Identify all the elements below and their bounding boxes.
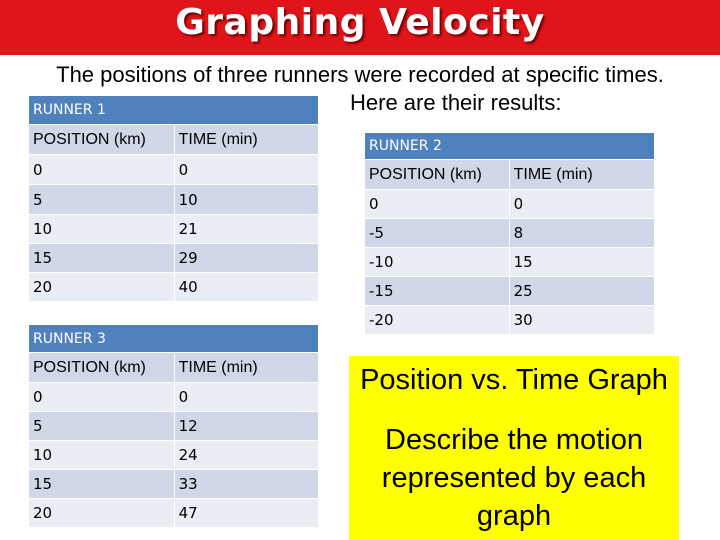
graph-label: Position vs. Time Graph bbox=[360, 364, 668, 396]
runner3-col-position: POSITION (km) bbox=[29, 353, 175, 383]
runner3-col-time: TIME (min) bbox=[174, 353, 318, 383]
table-cell: 5 bbox=[29, 412, 175, 441]
table-cell: 29 bbox=[174, 244, 318, 273]
table-cell: 8 bbox=[509, 219, 654, 248]
runner2-header: RUNNER 2 bbox=[365, 133, 655, 160]
table-cell: 0 bbox=[174, 155, 318, 185]
table-cell: 5 bbox=[29, 185, 175, 215]
table-cell: 21 bbox=[174, 215, 318, 244]
runner1-header: RUNNER 1 bbox=[29, 96, 319, 125]
table-cell: -20 bbox=[365, 306, 510, 335]
table-cell: 0 bbox=[174, 383, 318, 412]
table-cell: 0 bbox=[509, 190, 654, 219]
table-cell: 10 bbox=[29, 441, 175, 470]
runner3-table bbox=[28, 324, 319, 528]
table-cell: 15 bbox=[509, 248, 654, 277]
runner3-header: RUNNER 3 bbox=[29, 325, 319, 353]
runner1-col-time: TIME (min) bbox=[174, 125, 318, 155]
table-cell: 25 bbox=[509, 277, 654, 306]
table-cell: 10 bbox=[29, 215, 175, 244]
table-cell: -10 bbox=[365, 248, 510, 277]
table-cell: 47 bbox=[174, 499, 318, 528]
table-cell: 24 bbox=[174, 441, 318, 470]
table-cell: 15 bbox=[29, 470, 175, 499]
table-cell: 20 bbox=[29, 499, 175, 528]
table-cell: 15 bbox=[29, 244, 175, 273]
intro-line-2: Here are their results: bbox=[350, 90, 562, 115]
runner1-table bbox=[28, 95, 319, 302]
runner2-table bbox=[364, 132, 655, 335]
runner1-col-position: POSITION (km) bbox=[29, 125, 175, 155]
table-cell: 12 bbox=[174, 412, 318, 441]
intro-line-1: The positions of three runners were recorded at specific times. bbox=[56, 62, 664, 87]
runner2-col-time: TIME (min) bbox=[509, 160, 654, 190]
table-cell: 0 bbox=[29, 155, 175, 185]
table-cell: 0 bbox=[29, 383, 175, 412]
table-cell: 30 bbox=[509, 306, 654, 335]
table-cell: 33 bbox=[174, 470, 318, 499]
table-cell: 10 bbox=[174, 185, 318, 215]
table-cell: -15 bbox=[365, 277, 510, 306]
slide-title: Graphing Velocity bbox=[175, 2, 545, 43]
table-cell: 0 bbox=[365, 190, 510, 219]
prompt-text: Describe the motion represented by each graph bbox=[381, 424, 647, 532]
table-cell: 20 bbox=[29, 273, 175, 302]
table-cell: -5 bbox=[365, 219, 510, 248]
runner2-col-position: POSITION (km) bbox=[365, 160, 510, 190]
table-cell: 40 bbox=[174, 273, 318, 302]
